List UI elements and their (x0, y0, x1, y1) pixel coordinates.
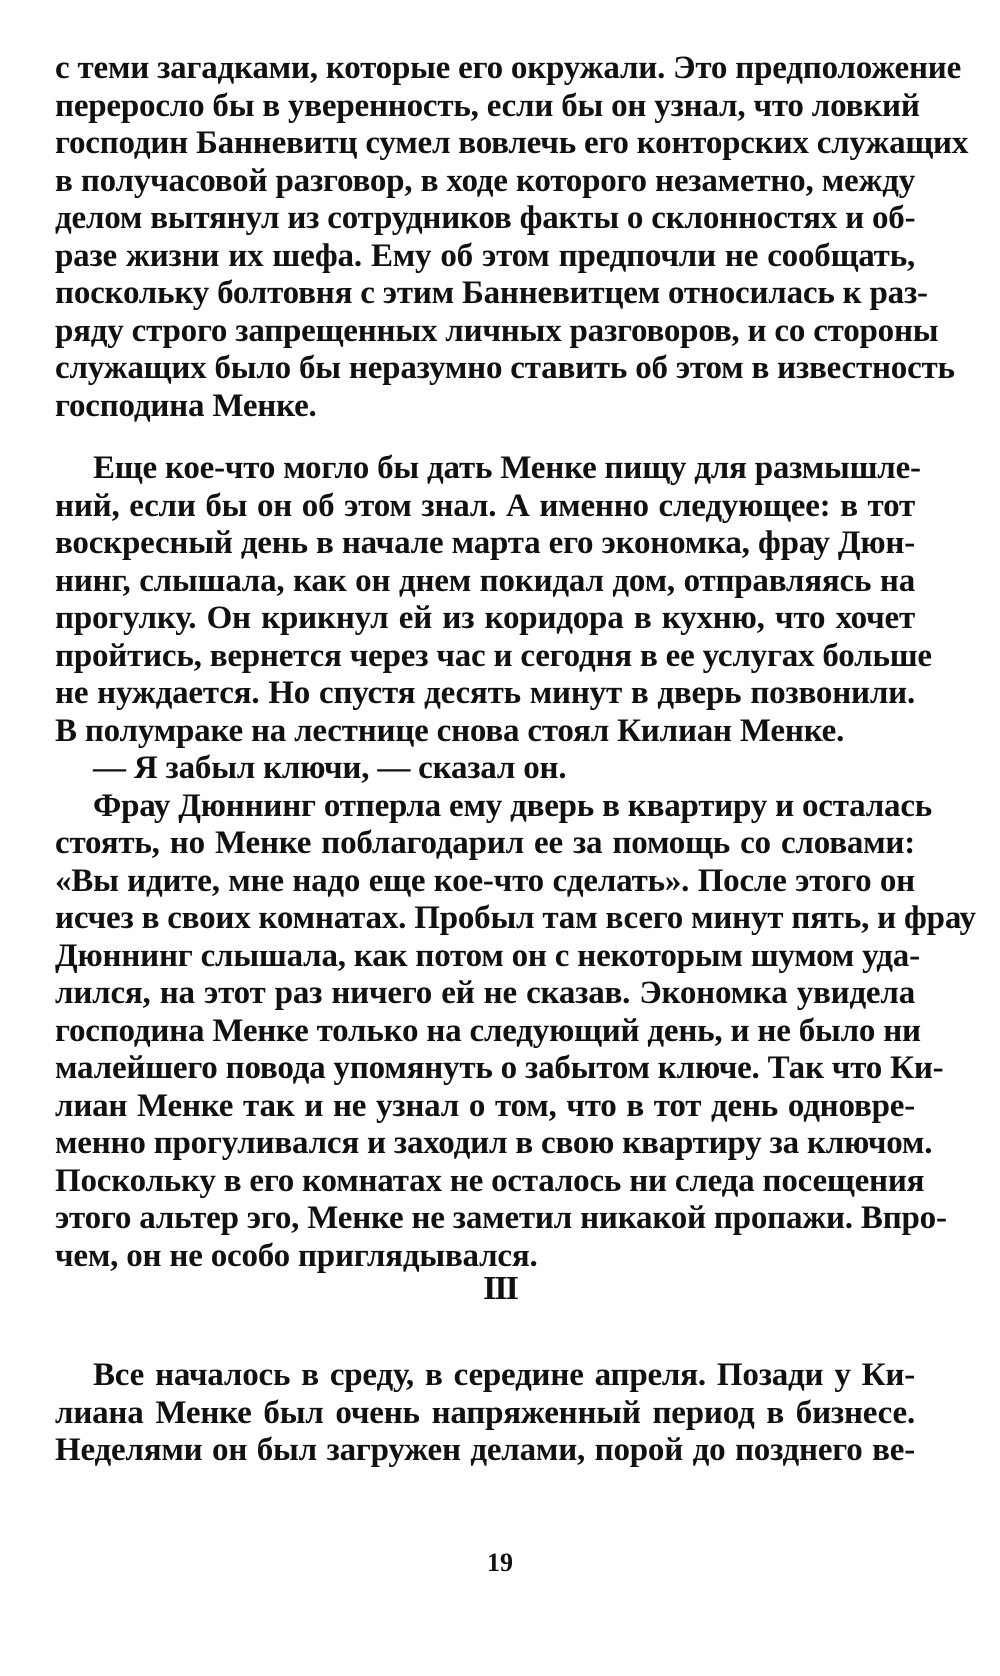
text-line: господин Банневитц сумел вовлечь его конторских служащих (55, 125, 969, 161)
text-line: Поскольку в его комнатах не осталось ни следа посещения (55, 1162, 925, 1199)
text-line: лился, на этот раз ничего ей не сказав. Экономка увидела (55, 975, 915, 1011)
text-line: Дюннинг слышала, как потом он с некоторым шумом уда- (55, 937, 920, 974)
text-line: пройтись, вернется через час и сегодня в ее услугах больше (55, 637, 932, 674)
text-line: исчез в своих комнатах. Пробыл там всего минут пять, и фрау (55, 900, 976, 936)
paragraph-housekeeper (55, 450, 976, 1275)
text-line: Все началось в среду, в середине апреля. Позади у Ки- (93, 1357, 915, 1393)
text-line: малейшего повода упомянуть о забытом ключе. Так что Ки- (55, 1050, 944, 1086)
dialogue-line: — Я забыл ключи, — сказал он. (93, 750, 567, 786)
text-line: в получасовой разговор, в ходе которого незаметно, между (55, 162, 915, 199)
text-line: Неделями он был загружен делами, порой до позднего ве- (55, 1432, 915, 1468)
text-line: служащих было бы неразумно ставить об этом в известность (55, 350, 955, 386)
text-line: чем, он не особо приглядывался. (55, 1237, 538, 1274)
paragraph-continuation (55, 50, 969, 425)
paragraph-section-start (55, 1357, 915, 1470)
text-line: разе жизни их шефа. Ему об этом предпочли не сообщать, (55, 237, 915, 274)
text-line: делом вытянул из сотрудников факты о склонностях и об- (55, 200, 916, 236)
text-line: поскольку болтовня с этим Банневитцем относилась к раз- (55, 275, 928, 311)
text-line: ний, если бы он об этом знал. А именно следующее: в тот (55, 487, 915, 524)
text-line: нинг, слышала, как он днем покидал дом, отправляясь на (55, 562, 915, 599)
text-line: переросло бы в уверенность, если бы он узнал, что ловкий (55, 87, 920, 124)
text-line: Фрау Дюннинг отперла ему дверь в квартиру и осталась (93, 787, 933, 824)
text-line: лиан Менке так и не узнал о том, что в тот день одновре- (55, 1087, 915, 1124)
text-line: с теми загадками, которые его окружали. Это предположение (55, 50, 962, 86)
text-line: ряду строго запрещенных личных разговоров, и со стороны (55, 312, 939, 349)
text-line: стоять, но Менке поблагодарил ее за помощь со словами: (55, 825, 915, 861)
text-line: воскресный день в начале марта его экономка, фрау Дюн- (55, 525, 915, 561)
text-line: лиана Менке был очень напряженный период в бизнесе. (55, 1394, 915, 1431)
text-line: Еще кое-что могло бы дать Менке пищу для размышле- (93, 450, 921, 486)
text-line: В полумраке на лестнице снова стоял Килиан Менке. (55, 712, 845, 749)
text-line: не нуждается. Но спустя десять минут в дверь позвонили. (55, 675, 915, 711)
text-line: менно прогуливался и заходил в свою квартиру за ключом. (55, 1125, 933, 1161)
text-line: прогулку. Он крикнул ей из коридора в кухню, что хочет (55, 600, 915, 636)
page-number: 19 (487, 1548, 513, 1577)
text-line: этого альтер эго, Менке не заметил никакой пропажи. Впро- (55, 1200, 947, 1236)
text-line: господина Менке только на следующий день, и не было ни (55, 1012, 921, 1049)
text-line: господина Менке. (55, 387, 317, 424)
chapter-section-heading: III (483, 1270, 517, 1307)
text-line: «Вы идите, мне надо еще кое-что сделать». После этого он (55, 862, 915, 899)
